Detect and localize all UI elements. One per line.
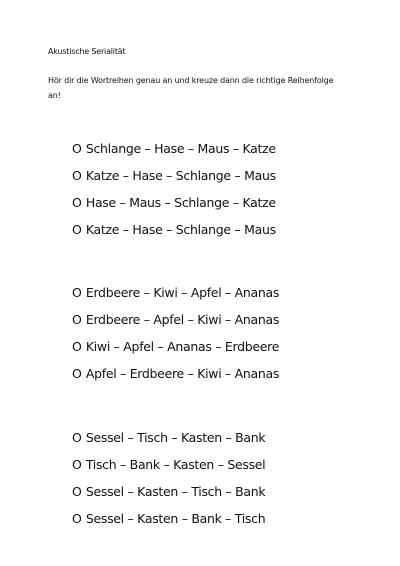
option-text: Schlange – Hase – Maus – Katze xyxy=(85,141,276,156)
worksheet-title: Akustische Serialität xyxy=(48,47,126,56)
answer-circle-icon[interactable]: O xyxy=(72,339,82,354)
option-row[interactable] xyxy=(72,360,279,387)
answer-circle-icon[interactable]: O xyxy=(72,457,82,472)
option-group-animals xyxy=(72,135,276,243)
option-row[interactable] xyxy=(72,505,265,532)
option-row[interactable] xyxy=(72,451,265,478)
option-text: Apfel – Erdbeere – Kiwi – Ananas xyxy=(85,366,280,381)
option-text: Katze – Hase – Schlange – Maus xyxy=(85,222,276,237)
option-text: Erdbeere – Apfel – Kiwi – Ananas xyxy=(85,312,280,327)
option-row[interactable] xyxy=(72,162,276,189)
answer-circle-icon[interactable]: O xyxy=(72,366,82,381)
option-row[interactable] xyxy=(72,189,276,216)
option-group-furniture xyxy=(72,424,265,532)
option-text: Kiwi – Apfel – Ananas – Erdbeere xyxy=(85,339,280,354)
option-text: Sessel – Tisch – Kasten – Bank xyxy=(85,430,266,445)
answer-circle-icon[interactable]: O xyxy=(72,430,82,445)
option-text: Katze – Hase – Schlange – Maus xyxy=(85,168,276,183)
option-row[interactable] xyxy=(72,279,279,306)
answer-circle-icon[interactable]: O xyxy=(72,484,82,499)
answer-circle-icon[interactable]: O xyxy=(72,285,82,300)
answer-circle-icon[interactable]: O xyxy=(72,511,82,526)
option-text: Tisch – Bank – Kasten – Sessel xyxy=(85,457,266,472)
option-row[interactable] xyxy=(72,333,279,360)
option-group-fruits xyxy=(72,279,279,387)
option-row[interactable] xyxy=(72,478,265,505)
option-row[interactable] xyxy=(72,306,279,333)
answer-circle-icon[interactable]: O xyxy=(72,312,82,327)
answer-circle-icon[interactable]: O xyxy=(72,222,82,237)
option-text: Sessel – Kasten – Tisch – Bank xyxy=(85,484,266,499)
option-row[interactable] xyxy=(72,216,276,243)
option-text: Erdbeere – Kiwi – Apfel – Ananas xyxy=(85,285,280,300)
worksheet-instruction: Hör dir die Wortreihen genau an und kreuze dann die richtige Reihenfolge an! xyxy=(48,76,334,100)
option-text: Hase – Maus – Schlange – Katze xyxy=(85,195,276,210)
option-row[interactable] xyxy=(72,424,265,451)
answer-circle-icon[interactable]: O xyxy=(72,141,82,156)
answer-circle-icon[interactable]: O xyxy=(72,168,82,183)
option-text: Sessel – Kasten – Bank – Tisch xyxy=(85,511,266,526)
option-row[interactable] xyxy=(72,135,276,162)
answer-circle-icon[interactable]: O xyxy=(72,195,82,210)
